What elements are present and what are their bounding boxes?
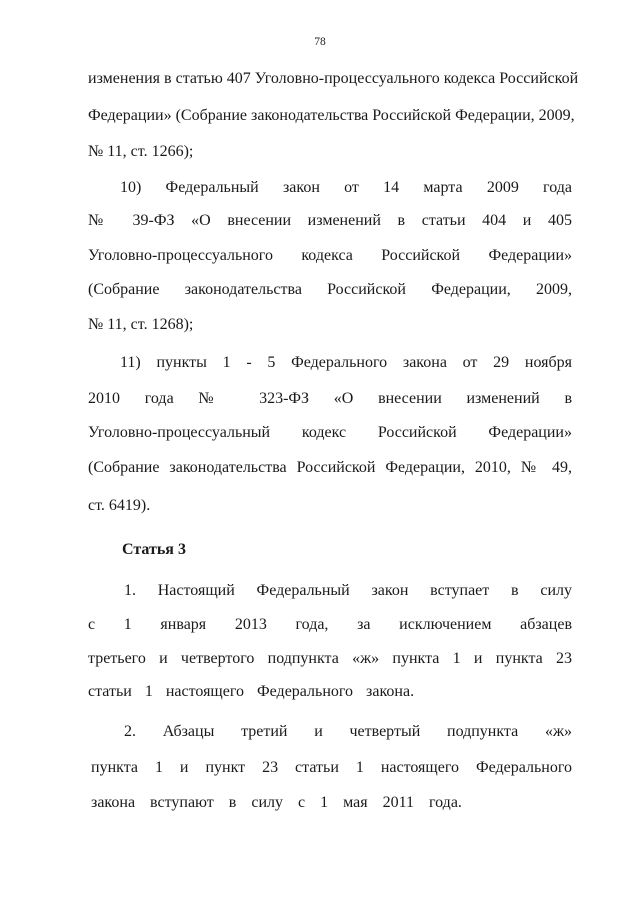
text-line: 2010 года № 323-ФЗ «О внесении изменений в bbox=[88, 390, 572, 407]
text-line: ст. 6419). bbox=[88, 497, 151, 514]
text-line: с 1 января 2013 года, за исключением абзацев bbox=[88, 616, 572, 633]
text-line: изменения в статью 407 Уголовно-процессуального кодекса Российской bbox=[88, 70, 579, 87]
text-line: третьего и четвертого подпункта «ж» пункта 1 и пункта 23 bbox=[88, 650, 572, 667]
text-line: Уголовно-процессуального кодекса Российской Федерации» bbox=[88, 247, 572, 264]
text-line: 10) Федеральный закон от 14 марта 2009 года bbox=[120, 179, 572, 196]
text-line: статьи 1 настоящего Федерального закона. bbox=[88, 683, 415, 700]
text-line: Уголовно-процессуальный кодекс Российской Федерации» bbox=[88, 424, 572, 441]
text-line: пункта 1 и пункт 23 статьи 1 настоящего Федерального bbox=[91, 759, 572, 776]
text-line: 2. Абзацы третий и четвертый подпункта «ж» bbox=[124, 723, 572, 740]
text-line: № 11, ст. 1266); bbox=[88, 143, 194, 160]
text-line: Федерации» (Собрание законодательства Российской Федерации, 2009, bbox=[88, 107, 575, 124]
text-line: 1. Настоящий Федеральный закон вступает в силу bbox=[124, 582, 572, 599]
text-line: № 39-ФЗ «О внесении изменений в статьи 404 и 405 bbox=[88, 212, 572, 229]
page-number: 78 bbox=[314, 36, 326, 48]
text-line: 11) пункты 1 - 5 Федерального закона от 29 ноября bbox=[120, 354, 572, 371]
text-line: закона вступают в силу с 1 мая 2011 года. bbox=[91, 794, 462, 811]
text-line: (Собрание законодательства Российской Федерации, 2009, bbox=[88, 281, 572, 298]
text-line: № 11, ст. 1268); bbox=[88, 316, 194, 333]
article-heading: Статья 3 bbox=[122, 541, 186, 558]
text-line: (Собрание законодательства Российской Федерации, 2010, № 49, bbox=[88, 459, 572, 476]
